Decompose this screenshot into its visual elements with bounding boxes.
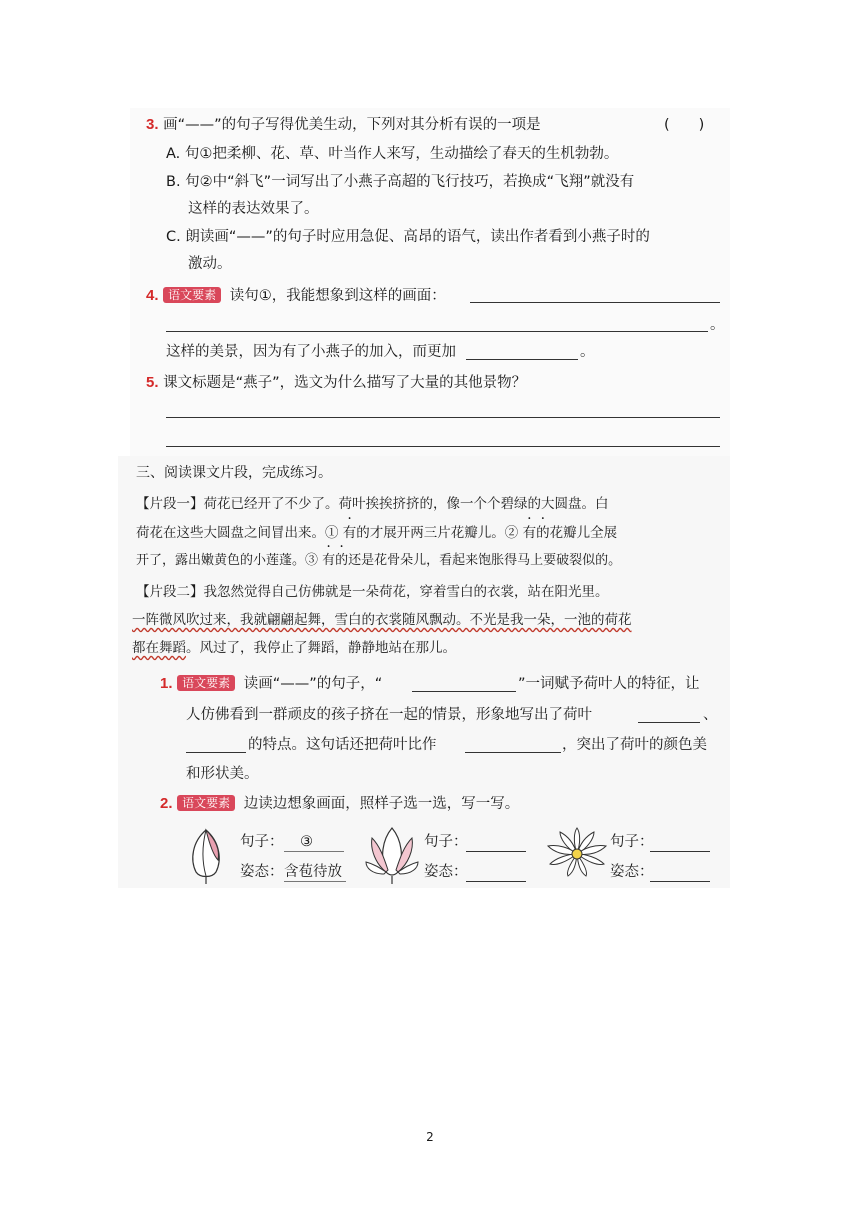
q3-number: 3. [146,116,159,133]
passage1-line3 [136,551,621,571]
flower1-sentence-value: ③ [300,834,313,850]
q4-stem [146,286,446,306]
passage1-line1: 【片段一】荷花已经开了不少了。荷叶挨挨挤挤的，像一个个碧绿的大圆盘。白 [136,496,609,512]
passage1-line2-b: 的才展开两三片花瓣儿。② [356,525,523,541]
flower1-sentence-label: 句子： [240,834,284,850]
flower3-pose-label: 姿态： [610,864,654,880]
s3q1-line1-b: ”一词赋予荷叶人的特征，让 [518,676,700,692]
s3q1-line1 [160,674,382,694]
q3-option-a: A. 句①把柔柳、花、草、叶当作人来写，生动描绘了春天的生机勃勃。 [166,146,619,162]
passage1-line3-b: 还是花骨朵儿，看起来饱胀得马上要破裂似的。 [348,553,622,568]
lotus-half-open-icon [362,824,422,886]
q5-stem [146,373,526,393]
s3q1-line2-a: 人仿佛看到一群顽皮的孩子挤在一起的情景，形象地写出了荷叶 [186,707,592,723]
s3q1-number: 1. [160,675,173,692]
s3q1-line2-b: 、 [703,707,718,723]
passage1-line2-c: 花瓣儿全展 [549,525,618,541]
flower1-pose-label: 姿态： [240,864,284,880]
q4-badge: 语文要素 [163,287,221,303]
passage1-line2 [136,523,617,543]
s3q2-number: 2. [160,795,173,812]
lotus-bud-icon [186,826,226,886]
q5-answer-blank-1[interactable] [166,417,720,418]
page-number: 2 [426,1130,434,1144]
q3-stem [146,115,541,135]
passage1-dotted-you-3: 有 [322,553,336,568]
q3-option-b-line1: B. 句②中“斜飞”一词写出了小燕子高超的飞行技巧，若换成“飞翔”就没有 [166,174,635,190]
q3-stem-text: 画“——”的句子写得优美生动，下列对其分析有误的一项是 [163,117,541,133]
s3q2-text: 边读边想象画面，照样子选一选，写一写。 [243,796,520,812]
passage1-dotted-you-2: 有 [522,525,537,541]
q4-text: 读句①，我能想象到这样的画面： [229,288,446,304]
flower1-sentence-underline [284,851,344,852]
s3q1-blank-feature-1[interactable] [638,722,700,723]
q4-line2-end: 。 [710,317,725,333]
flower2-pose-blank[interactable] [466,881,526,882]
s3q2-badge: 语文要素 [177,795,235,811]
q4-answer-blank-1[interactable] [470,302,720,303]
q4-answer-blank-2[interactable] [166,331,708,332]
passage1-dotted-de-2: 的 [536,525,550,541]
passage1-line3-a: 开了，露出嫩黄色的小莲蓬。③ [136,553,323,568]
passage2-line3 [132,638,456,658]
s3q2-stem [160,794,519,814]
passage2-line3-rest: 。风过了，我停止了舞蹈，静静地站在那儿。 [186,640,456,656]
flower3-pose-blank[interactable] [650,881,710,882]
flower2-sentence-label: 句子： [424,834,468,850]
s3q1-line1-a: 读画“——”的句子，“ [243,676,383,692]
passage1-dotted-de-3: 的 [335,553,349,568]
passage2-line1: 【片段二】我忽然觉得自己仿佛就是一朵荷花，穿着雪白的衣裳，站在阳光里。 [136,584,609,600]
passage2-line3-wavy: 都在舞蹈 [132,640,186,656]
q4-line3-text: 这样的美景，因为有了小燕子的加入，而更加 [166,344,456,360]
lotus-full-bloom-icon [546,826,608,882]
q5-text: 课文标题是“燕子”，选文为什么描写了大量的其他景物？ [163,375,527,391]
q4-line3 [166,342,456,362]
q3-answer-paren: ( ) [664,117,705,133]
q3-option-c-line1: C. 朗读画“——”的句子时应用急促、高昂的语气，读出作者看到小燕子时的 [166,229,650,245]
flower1-pose-underline [284,881,346,882]
q5-answer-blank-2[interactable] [166,446,720,447]
s3q1-blank-word[interactable] [412,691,516,692]
flower1-pose-value: 含苞待放 [284,864,342,880]
passage1-dotted-you-1: 有 [342,525,357,541]
s3q1-line3-a: 的特点。这句话还把荷叶比作 [248,737,437,753]
q5-number: 5. [146,374,159,391]
passage2-line2: 一阵微风吹过来，我就翩翩起舞，雪白的衣裳随风飘动。不光是我一朵，一池的荷花 [132,612,632,628]
flower2-sentence-blank[interactable] [466,851,526,852]
flower2-pose-label: 姿态： [424,864,468,880]
passage1-line2-a: 荷花在这些大圆盘之间冒出来。① [136,525,343,541]
s3q1-badge: 语文要素 [177,675,235,691]
lower-exercise-block [118,456,730,888]
s3q1-blank-feature-2[interactable] [186,752,246,753]
q4-answer-blank-3[interactable] [466,359,578,360]
flower3-sentence-label: 句子： [610,834,654,850]
s3q1-line4: 和形状美。 [186,766,259,782]
flower3-sentence-blank[interactable] [650,851,710,852]
section3-title: 三、阅读课文片段，完成练习。 [136,465,332,481]
s3q1-blank-metaphor[interactable] [465,752,561,753]
q3-option-b-line2: 这样的表达效果了。 [188,201,319,217]
q3-option-c-line2: 激动。 [188,256,232,272]
s3q1-line3-b: ，突出了荷叶的颜色美 [562,737,707,753]
q4-number: 4. [146,287,159,304]
q4-line3-end: 。 [580,344,595,360]
